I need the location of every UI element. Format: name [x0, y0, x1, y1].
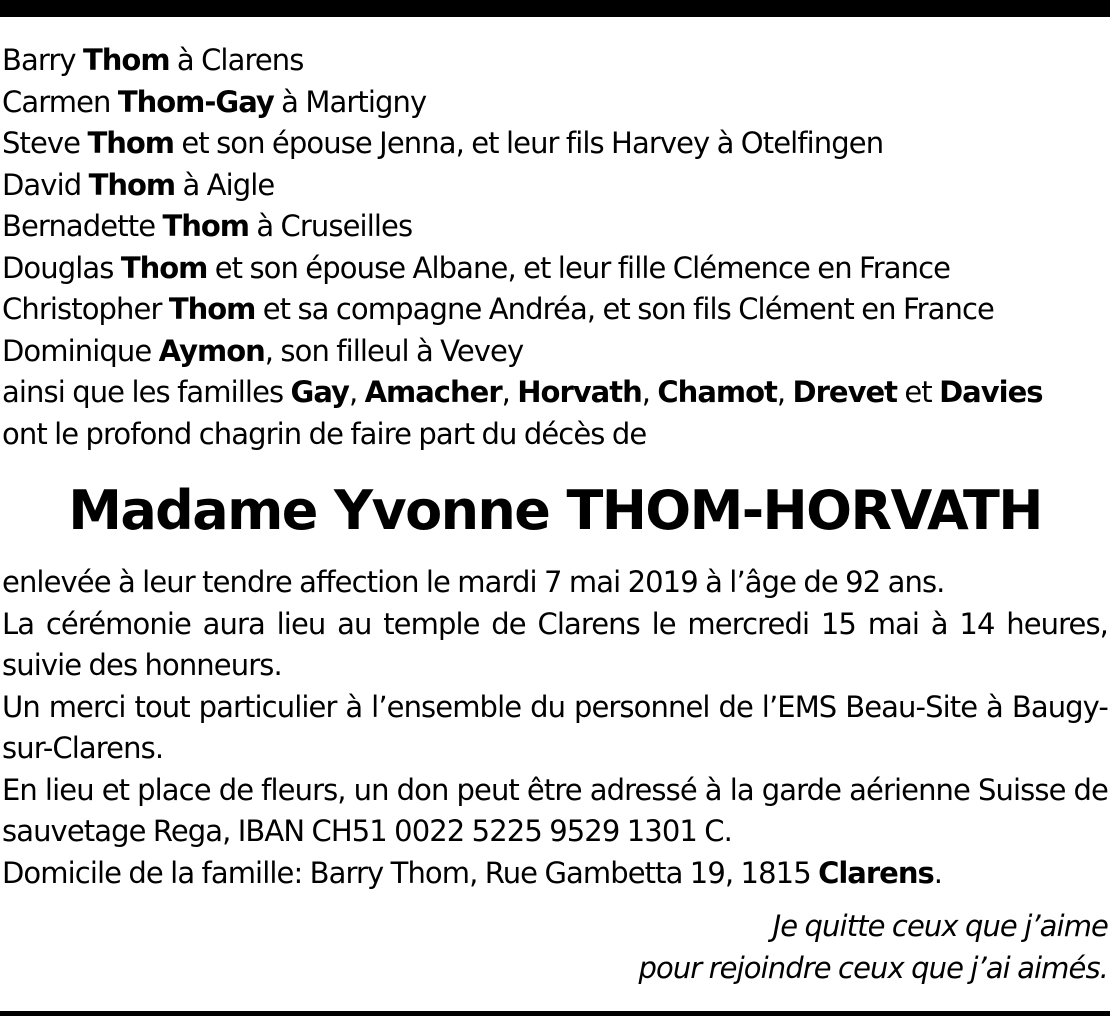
top-rule — [0, 0, 1110, 17]
ceremony-text: La cérémonie aura lieu au temple de Clarens le mercredi 15 mai à 14 heures, suivie des honneurs. — [2, 606, 1108, 682]
mourner-line: Christopher Thom et sa compagne Andréa, et son fils Clément en France — [2, 292, 994, 326]
mourner-line: Barry Thom à Clarens — [2, 43, 304, 77]
domicile-city: Clarens — [818, 855, 934, 890]
quote-line-1: Je quitte ceux que j’aime — [772, 909, 1108, 943]
donation-text: En lieu et place de fleurs, un don peut être adressé à la garde aérienne Suisse de sauvetage Rega, IBAN CH51 0022 5225 9529 1301 C. — [2, 772, 1108, 848]
mourner-line: Bernadette Thom à Cruseilles — [2, 209, 413, 243]
bottom-rule — [0, 1011, 1110, 1016]
mourner-line: Douglas Thom et son épouse Albane, et leur fille Clémence en France — [2, 250, 951, 285]
mourner-line: Steve Thom et son épouse Jenna, et leur fils Harvey à Otelfingen — [2, 126, 884, 160]
passing-text: enlevée à leur tendre affection le mardi 7 mai 2019 à l’âge de 92 ans. — [2, 565, 945, 599]
family-name: Chamot — [657, 375, 777, 409]
thanks-text: Un merci tout particulier à l’ensemble du personnel de l’EMS Beau-Site à Baugy-sur-Clarens. — [2, 689, 1108, 765]
family-name: Horvath — [517, 375, 642, 409]
mourner-line: David Thom à Aigle — [2, 167, 275, 202]
details-block — [2, 562, 1108, 894]
mourners-list — [2, 40, 1108, 455]
family-name: Davies — [939, 375, 1043, 409]
deceased-name: Madame Yvonne THOM-HORVATH — [68, 479, 1042, 542]
family-name: Gay — [290, 375, 349, 409]
families-line: ainsi que les familles Gay, Amacher, Horvath, Chamot, Drevet et Davies — [2, 375, 1043, 409]
domicile-text: Domicile de la famille: Barry Thom, Rue Gambetta 19, 1815 Clarens. — [2, 855, 943, 890]
family-name: Drevet — [792, 375, 898, 409]
mourner-line: Carmen Thom-Gay à Martigny — [2, 84, 427, 119]
mourner-line: Dominique Aymon, son filleul à Vevey — [2, 333, 524, 368]
announcement-line: ont le profond chagrin de faire part du décès de — [2, 416, 647, 451]
family-name: Amacher — [364, 375, 502, 409]
quote-line-2: pour rejoindre ceux que j’ai aimés. — [638, 950, 1108, 985]
closing-quote — [408, 906, 1108, 989]
